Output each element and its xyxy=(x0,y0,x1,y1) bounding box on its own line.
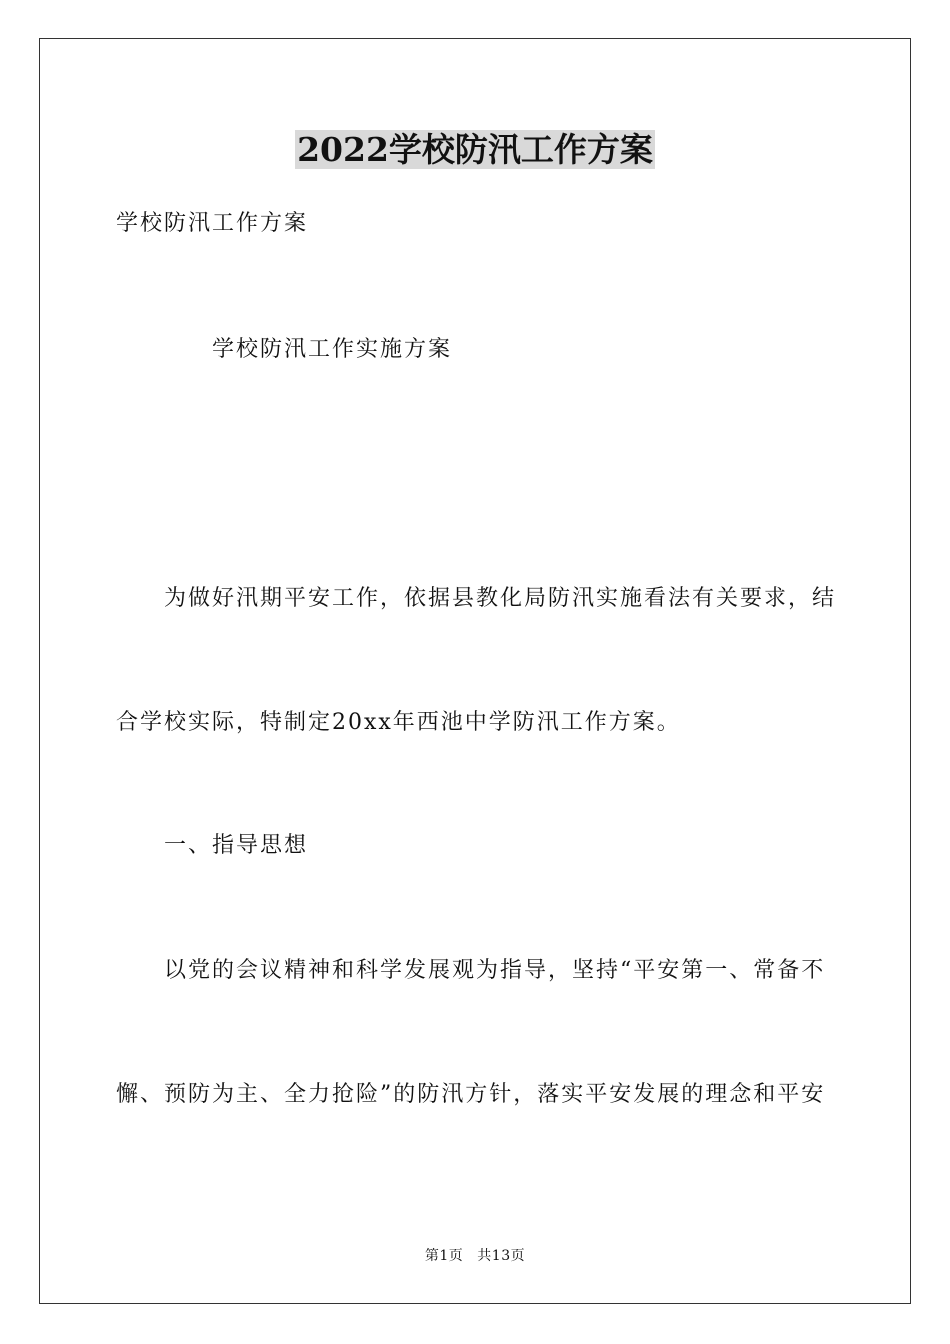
paragraph-line: 合学校实际，特制定20xx年西池中学防汛工作方案。 xyxy=(116,710,681,735)
page-footer xyxy=(0,1246,950,1266)
document-title xyxy=(0,128,950,172)
document-title-text: 2022学校防汛工作方案 xyxy=(297,130,653,169)
paragraph-line: 以党的会议精神和科学发展观为指导，坚持“平安第一、常备不 xyxy=(164,958,826,983)
section-heading: 一、指导思想 xyxy=(164,833,309,858)
page-number-current: 第1页 xyxy=(424,1248,464,1264)
document-subtitle: 学校防汛工作方案 xyxy=(116,211,309,236)
section-title: 学校防汛工作实施方案 xyxy=(212,337,453,362)
page-number-total: 共13页 xyxy=(477,1248,526,1264)
paragraph-line: 为做好汛期平安工作，依据县教化局防汛实施看法有关要求，结 xyxy=(164,586,837,611)
paragraph-line: 懈、预防为主、全力抢险”的防汛方针，落实平安发展的理念和平安 xyxy=(116,1082,826,1107)
